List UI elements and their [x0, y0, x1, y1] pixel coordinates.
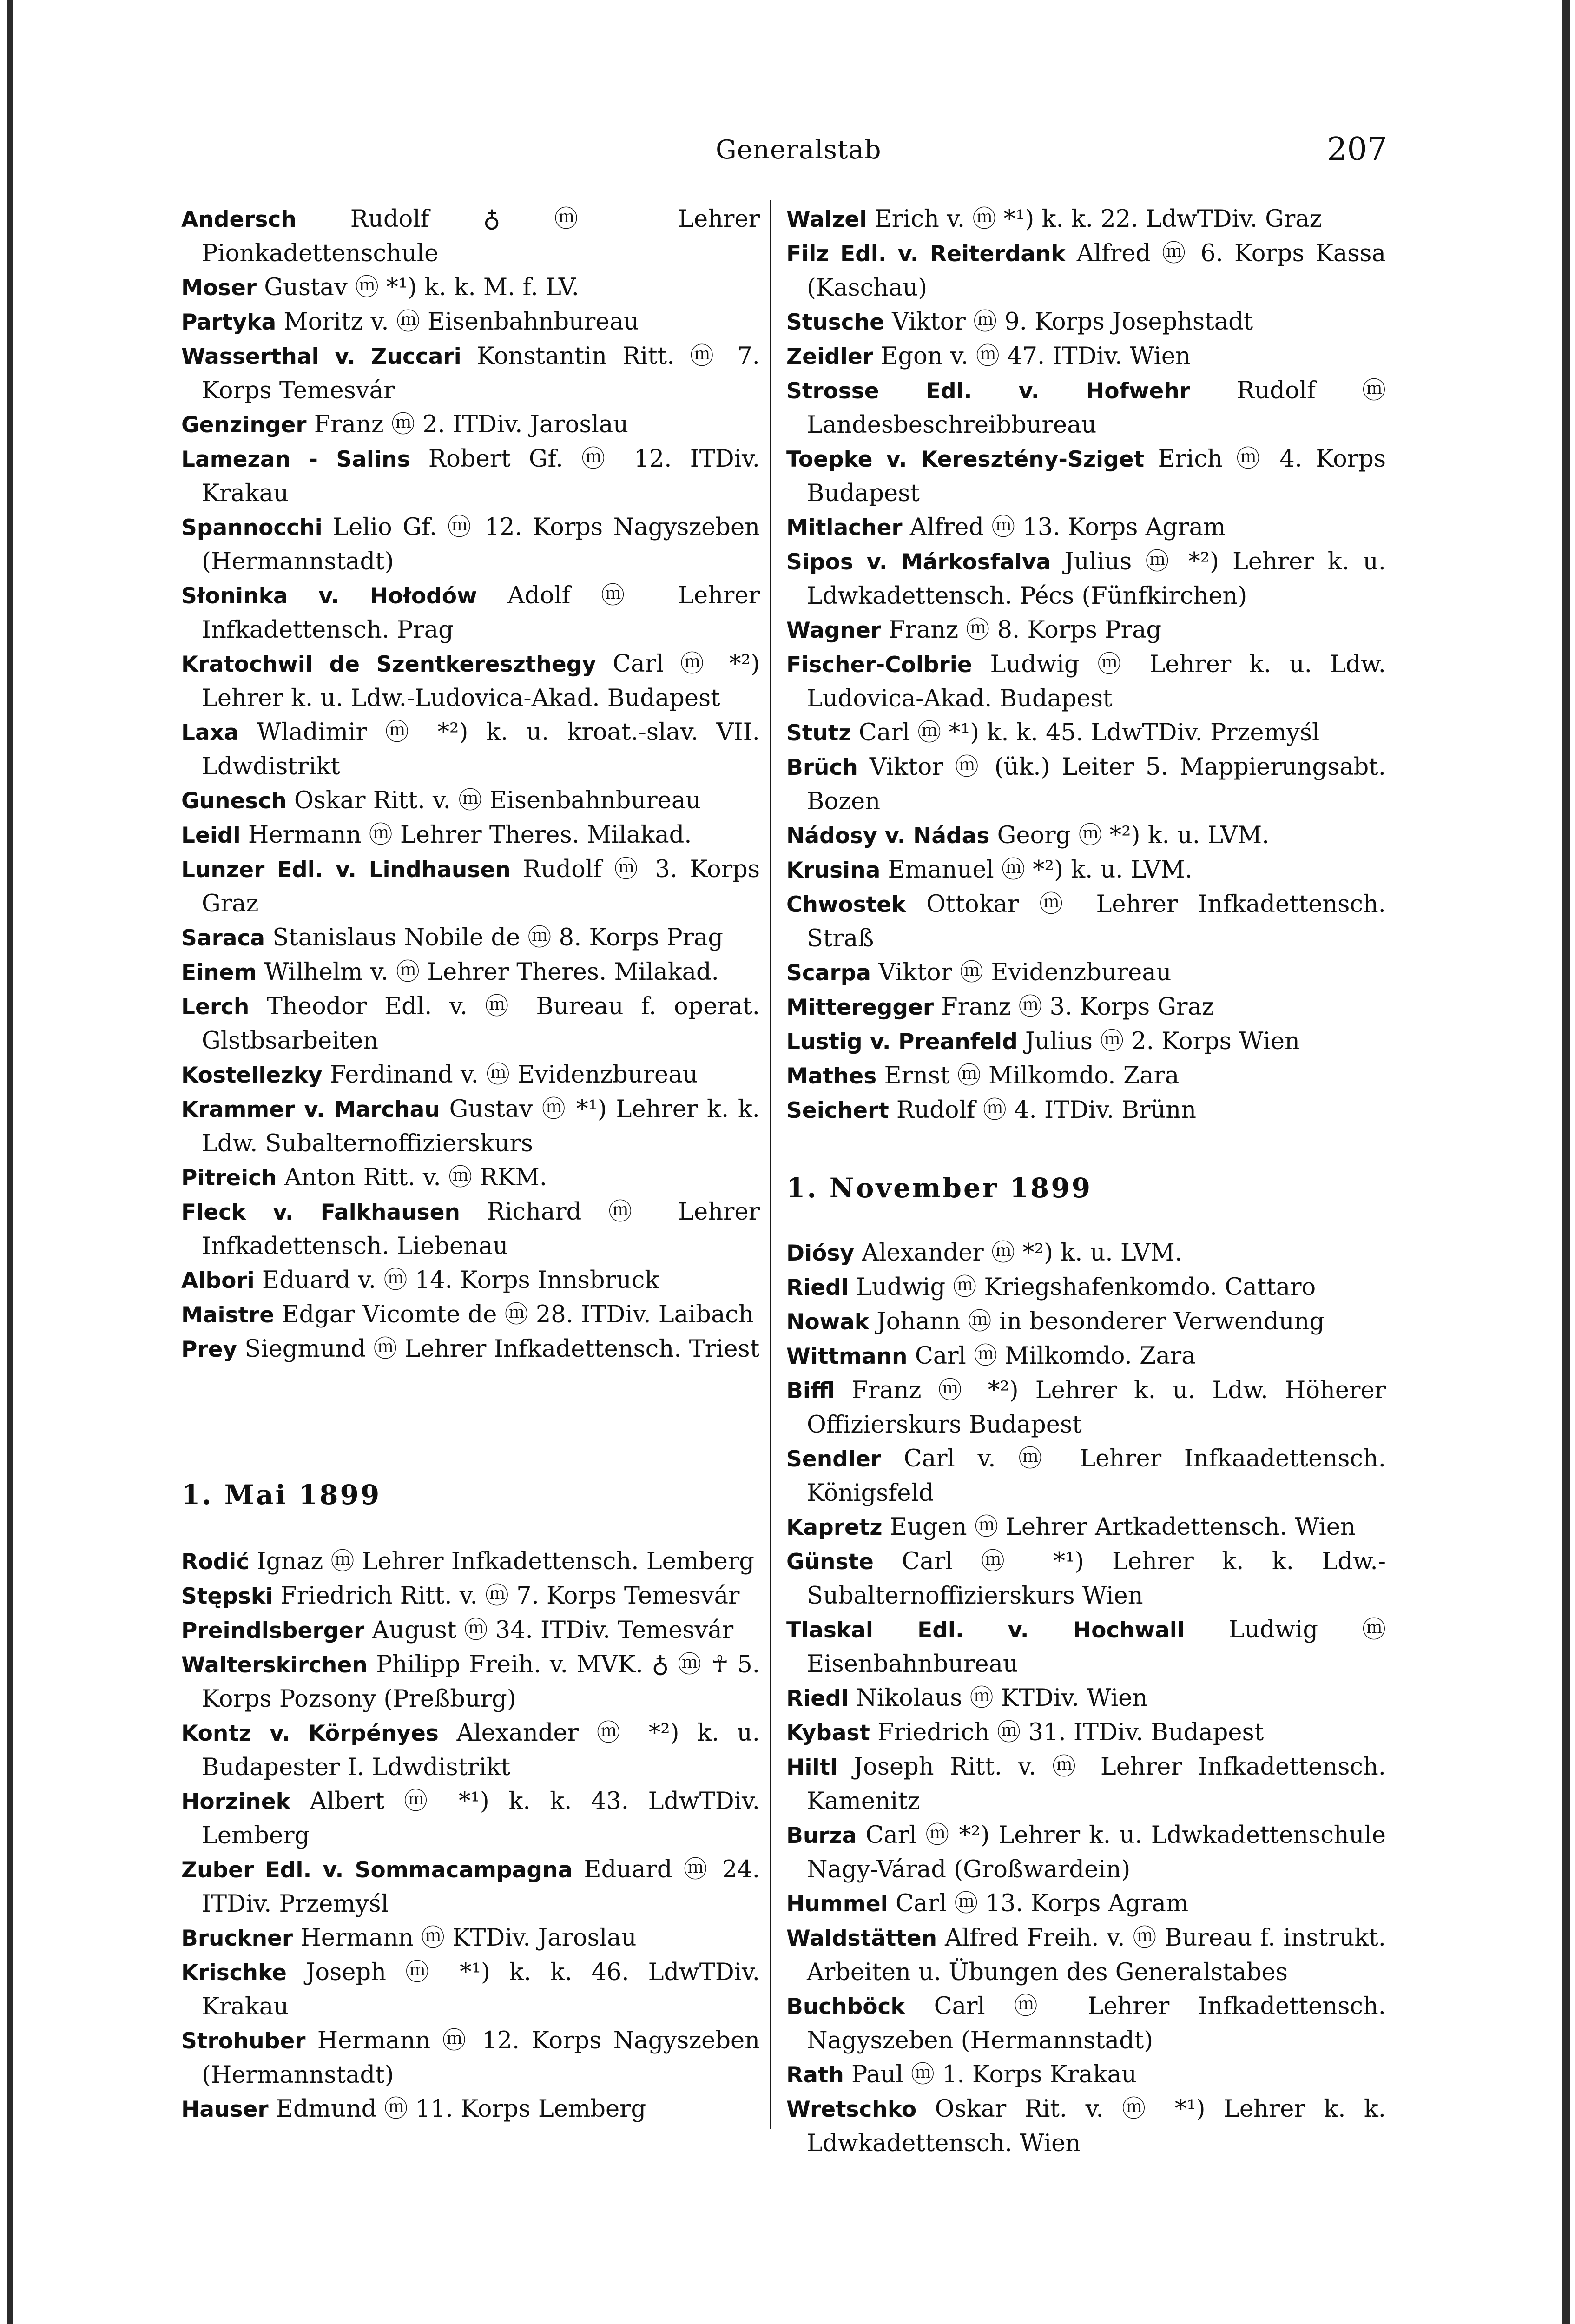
roster-entry: [786, 1989, 1386, 2058]
roster-entry: [181, 647, 760, 715]
entry-surname: Fischer-Colbrie: [786, 652, 972, 678]
roster-entry: [181, 1853, 760, 1921]
entry-details: Julius ⓜ *²) Lehrer k. u. Ldwkadettensch. Pécs (Fünfkirchen): [807, 548, 1386, 610]
entry-details: Stanislaus Nobile de ⓜ 8. Korps Prag: [265, 924, 724, 951]
entry-details: Franz ⓜ 8. Korps Prag: [881, 616, 1162, 644]
entry-details: Edmund ⓜ 11. Korps Lemberg: [268, 2095, 646, 2123]
roster-entry: [786, 1093, 1386, 1128]
entry-details: August ⓜ 34. ITDiv. Temesvár: [364, 1617, 734, 1644]
roster-entry: [786, 2092, 1386, 2160]
roster-entry: [786, 1236, 1386, 1270]
roster-entry: [181, 1955, 760, 2024]
right-entries-block-1: [786, 202, 1386, 1128]
entry-details: Moritz v. ⓜ Eisenbahnbureau: [276, 308, 639, 336]
roster-entry: [181, 921, 760, 955]
entry-details: Carl ⓜ *¹) k. k. 45. LdwTDiv. Przemyśl: [851, 719, 1320, 746]
entry-details: Franz ⓜ 3. Korps Graz: [934, 993, 1214, 1021]
entry-surname: Wasserthal v. Zuccari: [181, 344, 461, 370]
entry-details: Georg ⓜ *²) k. u. LVM.: [989, 822, 1270, 849]
entry-details: Egon v. ⓜ 47. ITDiv. Wien: [873, 343, 1191, 370]
entry-details: Emanuel ⓜ *²) k. u. LVM.: [880, 856, 1193, 884]
entry-surname: Nowak: [786, 1309, 870, 1335]
entry-surname: Günste: [786, 1549, 874, 1575]
page-number: 207: [1327, 131, 1387, 168]
left-column: [181, 202, 760, 2126]
entry-details: Wilhelm v. ⓜ Lehrer Theres. Milakad.: [257, 958, 719, 986]
roster-entry: [786, 750, 1386, 819]
entry-details: Carl v. ⓜ Lehrer Infkaadettensch. Königsfeld: [807, 1445, 1386, 1507]
entry-details: Eduard v. ⓜ 14. Korps Innsbruck: [254, 1267, 659, 1294]
entry-surname: Kratochwil de Szentkereszthegy: [181, 652, 596, 677]
entry-surname: Krusina: [786, 858, 881, 883]
roster-entry: [181, 1613, 760, 1648]
entry-surname: Zeidler: [786, 344, 873, 370]
entry-details: Ernst ⓜ Milkomdo. Zara: [876, 1062, 1180, 1089]
column-divider: [770, 200, 771, 2129]
entry-surname: Preindlsberger: [181, 1618, 365, 1644]
entry-surname: Kapretz: [786, 1515, 883, 1540]
entry-surname: Rath: [786, 2062, 844, 2088]
roster-entry: [786, 1613, 1386, 1681]
roster-entry: [181, 1161, 760, 1195]
roster-entry: [181, 1263, 760, 1298]
entry-details: Edgar Vicomte de ⓜ 28. ITDiv. Laibach: [274, 1301, 754, 1328]
entry-details: Franz ⓜ *²) Lehrer k. u. Ldw. Höherer Offizierskurs Budapest: [807, 1377, 1386, 1439]
entry-surname: Sipos v. Márkosfalva: [786, 549, 1051, 575]
entry-details: Friedrich ⓜ 31. ITDiv. Budapest: [870, 1719, 1264, 1746]
entry-surname: Prey: [181, 1337, 237, 1362]
entry-details: Lelio Gf. ⓜ 12. Korps Nagyszeben (Hermannstadt): [202, 514, 760, 575]
roster-entry: [181, 2092, 760, 2126]
entry-surname: Einem: [181, 960, 257, 985]
entry-surname: Hummel: [786, 1891, 888, 1917]
entry-details: Richard ⓜ Lehrer Infkadettensch. Liebenau: [202, 1198, 760, 1260]
roster-entry: [786, 887, 1386, 956]
scan-border-right: [1562, 0, 1570, 2324]
entry-surname: Horzinek: [181, 1789, 290, 1815]
entry-details: Alexander ⓜ *²) k. u. LVM.: [854, 1239, 1182, 1267]
entry-surname: Strosse Edl. v. Hofwehr: [786, 378, 1190, 404]
entry-details: Rudolf ⓜ 4. ITDiv. Brünn: [889, 1096, 1196, 1124]
roster-entry: [786, 1024, 1386, 1059]
entry-surname: Spannocchi: [181, 515, 323, 541]
roster-entry: [181, 510, 760, 579]
roster-entry: [181, 1921, 760, 1955]
roster-entry: [786, 2058, 1386, 2092]
left-entries-block-1: [181, 202, 760, 1367]
roster-entry: [181, 305, 760, 339]
entry-surname: Mathes: [786, 1063, 877, 1089]
entry-surname: Lerch: [181, 994, 250, 1020]
entry-surname: Lamezan - Salins: [181, 447, 410, 472]
roster-entry: [786, 1887, 1386, 1921]
roster-entry: [786, 1921, 1386, 1989]
entry-surname: Kostellezky: [181, 1063, 323, 1088]
roster-entry: [786, 1270, 1386, 1305]
entry-surname: Nádosy v. Nádas: [786, 823, 990, 849]
entry-details: Oskar Rit. v. ⓜ *¹) Lehrer k. k. Ldwkadettensch. Wien: [807, 2095, 1386, 2157]
entry-surname: Scarpa: [786, 960, 871, 986]
entry-surname: Moser: [181, 275, 257, 301]
entry-surname: Wagner: [786, 618, 882, 643]
entry-surname: Strohuber: [181, 2028, 306, 2054]
roster-entry: [181, 1195, 760, 1263]
entry-details: Siegmund ⓜ Lehrer Infkadettensch. Triest: [237, 1335, 760, 1363]
entry-details: Franz ⓜ 2. ITDiv. Jaroslau: [306, 411, 629, 438]
entry-surname: Toepke v. Keresztény-Sziget: [786, 447, 1145, 472]
entry-details: Nikolaus ⓜ KTDiv. Wien: [848, 1684, 1148, 1712]
entry-surname: Laxa: [181, 720, 239, 746]
entry-surname: Zuber Edl. v. Sommacampagna: [181, 1857, 573, 1883]
entry-details: Johann ⓜ in besonderer Verwendung: [869, 1308, 1325, 1335]
roster-entry: [181, 990, 760, 1058]
roster-entry: [786, 305, 1386, 339]
entry-surname: Mitteregger: [786, 995, 934, 1020]
entry-surname: Filz Edl. v. Reiterdank: [786, 241, 1066, 267]
entry-details: Viktor ⓜ (ük.) Leiter 5. Mappierungsabt. Bozen: [807, 753, 1386, 815]
entry-details: Gustav ⓜ *¹) k. k. M. f. LV.: [257, 274, 579, 301]
entry-details: Carl ⓜ *¹) Lehrer k. k. Ldw.-Subalternoffizierskurs Wien: [807, 1548, 1386, 1610]
right-entries-block-2: [786, 1236, 1386, 2160]
entry-details: Oskar Ritt. v. ⓜ Eisenbahnbureau: [286, 787, 701, 814]
entry-surname: Krischke: [181, 1960, 287, 1986]
roster-entry: [181, 1648, 760, 1716]
entry-surname: Chwostek: [786, 892, 906, 918]
entry-surname: Diósy: [786, 1241, 855, 1266]
entry-details: Julius ⓜ 2. Korps Wien: [1017, 1028, 1300, 1055]
entry-surname: Krammer v. Marchau: [181, 1097, 440, 1122]
entry-details: Alfred Freih. v. ⓜ Bureau f. instrukt. Arbeiten u. Übungen des Generalstabes: [807, 1924, 1386, 1986]
entry-surname: Słoninka v. Hołodów: [181, 583, 477, 609]
entry-surname: Burza: [786, 1823, 857, 1849]
roster-entry: [786, 545, 1386, 613]
entry-details: Alfred ⓜ 6. Korps Kassa (Kaschau): [807, 240, 1386, 302]
roster-entry: [181, 784, 760, 818]
roster-entry: [786, 956, 1386, 990]
roster-entry: [786, 1510, 1386, 1545]
roster-entry: [786, 853, 1386, 887]
section-heading-may-1899: 1. Mai 1899: [181, 1479, 382, 1511]
entry-surname: Fleck v. Falkhausen: [181, 1200, 460, 1225]
roster-entry: [786, 237, 1386, 305]
entry-details: Ottokar ⓜ Lehrer Infkadettensch. Straß: [807, 891, 1386, 952]
left-entries-block-2: [181, 1545, 760, 2126]
entry-details: Eugen ⓜ Lehrer Artkadettensch. Wien: [882, 1513, 1356, 1541]
roster-entry: [181, 1298, 760, 1332]
entry-surname: Kybast: [786, 1720, 870, 1746]
entry-surname: Brüch: [786, 755, 858, 780]
entry-surname: Wretschko: [786, 2097, 917, 2122]
roster-entry: [786, 1373, 1386, 1442]
entry-surname: Saraca: [181, 925, 265, 951]
entry-details: Rudolf ⓜ 3. Korps Graz: [202, 856, 760, 918]
entry-details: Rudolf ♁ ⓜ Lehrer Pionkadettenschule: [202, 205, 760, 267]
entry-details: Rudolf ⓜ Landesbeschreibbureau: [807, 377, 1386, 439]
entry-details: Hermann ⓜ Lehrer Theres. Milakad.: [240, 821, 692, 849]
entry-details: Philipp Freih. v. MVK. ♁ ⓜ ☥ 5. Korps Pozsony (Preßburg): [202, 1651, 760, 1713]
roster-entry: [786, 1545, 1386, 1613]
entry-surname: Tlaskal Edl. v. Hochwall: [786, 1618, 1185, 1643]
entry-surname: Riedl: [786, 1275, 849, 1301]
entry-surname: Leidl: [181, 823, 241, 848]
roster-entry: [181, 1784, 760, 1853]
entry-details: Robert Gf. ⓜ 12. ITDiv. Krakau: [202, 445, 760, 507]
roster-entry: [786, 1442, 1386, 1510]
entry-surname: Walterskirchen: [181, 1652, 368, 1678]
roster-entry: [786, 990, 1386, 1024]
roster-entry: [786, 613, 1386, 647]
roster-entry: [181, 715, 760, 784]
roster-entry: [181, 442, 760, 510]
entry-surname: Kontz v. Körpényes: [181, 1721, 439, 1746]
roster-entry: [181, 579, 760, 647]
roster-entry: [786, 510, 1386, 545]
entry-details: Wladimir ⓜ *²) k. u. kroat.-slav. VII. Ldwdistrikt: [202, 719, 760, 780]
entry-details: Eduard ⓜ 24. ITDiv. Przemyśl: [202, 1856, 760, 1918]
entry-details: Gustav ⓜ *¹) Lehrer k. k. Ldw. Subalternoffizierskurs: [202, 1096, 760, 1157]
entry-surname: Seichert: [786, 1098, 889, 1123]
entry-details: Anton Ritt. v. ⓜ RKM.: [277, 1164, 547, 1191]
entry-details: Hermann ⓜ KTDiv. Jaroslau: [293, 1924, 637, 1952]
entry-details: Carl ⓜ Milkomdo. Zara: [907, 1342, 1196, 1370]
entry-details: Viktor ⓜ 9. Korps Josephstadt: [884, 308, 1253, 336]
entry-surname: Partyka: [181, 310, 277, 335]
roster-entry: [181, 818, 760, 852]
entry-surname: Wittmann: [786, 1344, 908, 1369]
scan-border-left: [7, 0, 13, 2324]
entry-details: Carl ⓜ 13. Korps Agram: [888, 1890, 1189, 1917]
entry-details: Ludwig ⓜ Lehrer k. u. Ldw. Ludovica-Akad. Budapest: [807, 651, 1386, 713]
roster-entry: [786, 647, 1386, 716]
roster-entry: [181, 2024, 760, 2092]
roster-entry: [786, 1059, 1386, 1093]
roster-entry: [181, 852, 760, 921]
entry-details: Erich ⓜ 4. Korps Budapest: [807, 445, 1386, 507]
entry-details: Ludwig ⓜ Eisenbahnbureau: [807, 1616, 1386, 1678]
entry-surname: Pitreich: [181, 1165, 277, 1191]
entry-surname: Walzel: [786, 207, 867, 232]
entry-details: Paul ⓜ 1. Korps Krakau: [844, 2061, 1137, 2088]
roster-entry: [786, 1305, 1386, 1339]
entry-surname: Stępski: [181, 1584, 273, 1609]
entry-surname: Albori: [181, 1268, 255, 1294]
entry-surname: Buchböck: [786, 1994, 905, 2020]
entry-surname: Bruckner: [181, 1926, 293, 1951]
right-column: [786, 202, 1386, 2160]
entry-surname: Biffl: [786, 1378, 835, 1404]
running-header-title: Generalstab: [716, 135, 882, 165]
entry-details: Erich v. ⓜ *¹) k. k. 22. LdwTDiv. Graz: [867, 205, 1322, 233]
roster-entry: [181, 1716, 760, 1784]
roster-entry: [181, 202, 760, 271]
entry-details: Friedrich Ritt. v. ⓜ 7. Korps Temesvár: [273, 1582, 740, 1610]
entry-details: Viktor ⓜ Evidenzbureau: [870, 959, 1172, 986]
entry-details: Joseph Ritt. v. ⓜ Lehrer Infkadettensch. Kamenitz: [807, 1753, 1386, 1815]
entry-details: Hermann ⓜ 12. Korps Nagyszeben (Hermannstadt): [202, 2027, 760, 2089]
roster-entry: [181, 1332, 760, 1367]
roster-entry: [181, 339, 760, 408]
entry-details: Ludwig ⓜ Kriegshafenkomdo. Cattaro: [848, 1274, 1316, 1301]
entry-details: Konstantin Ritt. ⓜ 7. Korps Temesvár: [202, 343, 760, 404]
roster-entry: [786, 716, 1386, 750]
entry-surname: Rodić: [181, 1549, 250, 1575]
roster-entry: [786, 202, 1386, 237]
roster-entry: [786, 374, 1386, 442]
entry-surname: Mitlacher: [786, 515, 903, 541]
entry-surname: Riedl: [786, 1686, 849, 1711]
roster-entry: [786, 339, 1386, 374]
entry-surname: Lustig v. Preanfeld: [786, 1029, 1018, 1055]
entry-details: Joseph ⓜ *¹) k. k. 46. LdwTDiv. Krakau: [202, 1959, 760, 2020]
entry-details: Alexander ⓜ *²) k. u. Budapester I. Ldwdistrikt: [202, 1719, 760, 1781]
entry-surname: Lunzer Edl. v. Lindhausen: [181, 857, 511, 883]
roster-entry: [181, 1058, 760, 1092]
entry-details: Ferdinand v. ⓜ Evidenzbureau: [322, 1061, 698, 1089]
entry-surname: Maistre: [181, 1302, 275, 1328]
entry-surname: Genzinger: [181, 412, 307, 438]
entry-surname: Hauser: [181, 2097, 269, 2122]
entry-details: Ignaz ⓜ Lehrer Infkadettensch. Lemberg: [249, 1548, 754, 1575]
section-heading-november-1899: 1. November 1899: [786, 1172, 1093, 1204]
roster-entry: [786, 1681, 1386, 1716]
roster-entry: [786, 1339, 1386, 1373]
entry-surname: Sendler: [786, 1446, 881, 1472]
roster-entry: [786, 1818, 1386, 1887]
entry-details: Adolf ⓜ Lehrer Infkadettensch. Prag: [202, 582, 760, 644]
roster-entry: [786, 442, 1386, 510]
entry-surname: Hiltl: [786, 1755, 838, 1780]
entry-details: Carl ⓜ Lehrer Infkadettensch. Nagyszeben (Hermannstadt): [807, 1993, 1386, 2054]
entry-details: Theodor Edl. v. ⓜ Bureau f. operat. Glstbsarbeiten: [202, 993, 760, 1055]
entry-surname: Andersch: [181, 207, 297, 232]
roster-entry: [181, 955, 760, 990]
roster-entry: [786, 1716, 1386, 1750]
entry-surname: Waldstätten: [786, 1926, 937, 1951]
roster-entry: [786, 819, 1386, 853]
roster-entry: [181, 271, 760, 305]
roster-entry: [786, 1750, 1386, 1818]
entry-surname: Stutz: [786, 720, 851, 746]
roster-entry: [181, 408, 760, 442]
entry-details: Carl ⓜ *²) Lehrer k. u. Ldw.-Ludovica-Akad. Budapest: [202, 650, 760, 712]
roster-entry: [181, 1545, 760, 1579]
roster-entry: [181, 1092, 760, 1161]
entry-details: Albert ⓜ *¹) k. k. 43. LdwTDiv. Lemberg: [202, 1788, 760, 1849]
entry-surname: Stusche: [786, 310, 884, 335]
entry-surname: Gunesch: [181, 788, 287, 814]
entry-details: Carl ⓜ *²) Lehrer k. u. Ldwkadettenschule Nagy-Várad (Großwardein): [807, 1822, 1386, 1883]
entry-details: Alfred ⓜ 13. Korps Agram: [902, 514, 1226, 541]
roster-entry: [181, 1579, 760, 1613]
